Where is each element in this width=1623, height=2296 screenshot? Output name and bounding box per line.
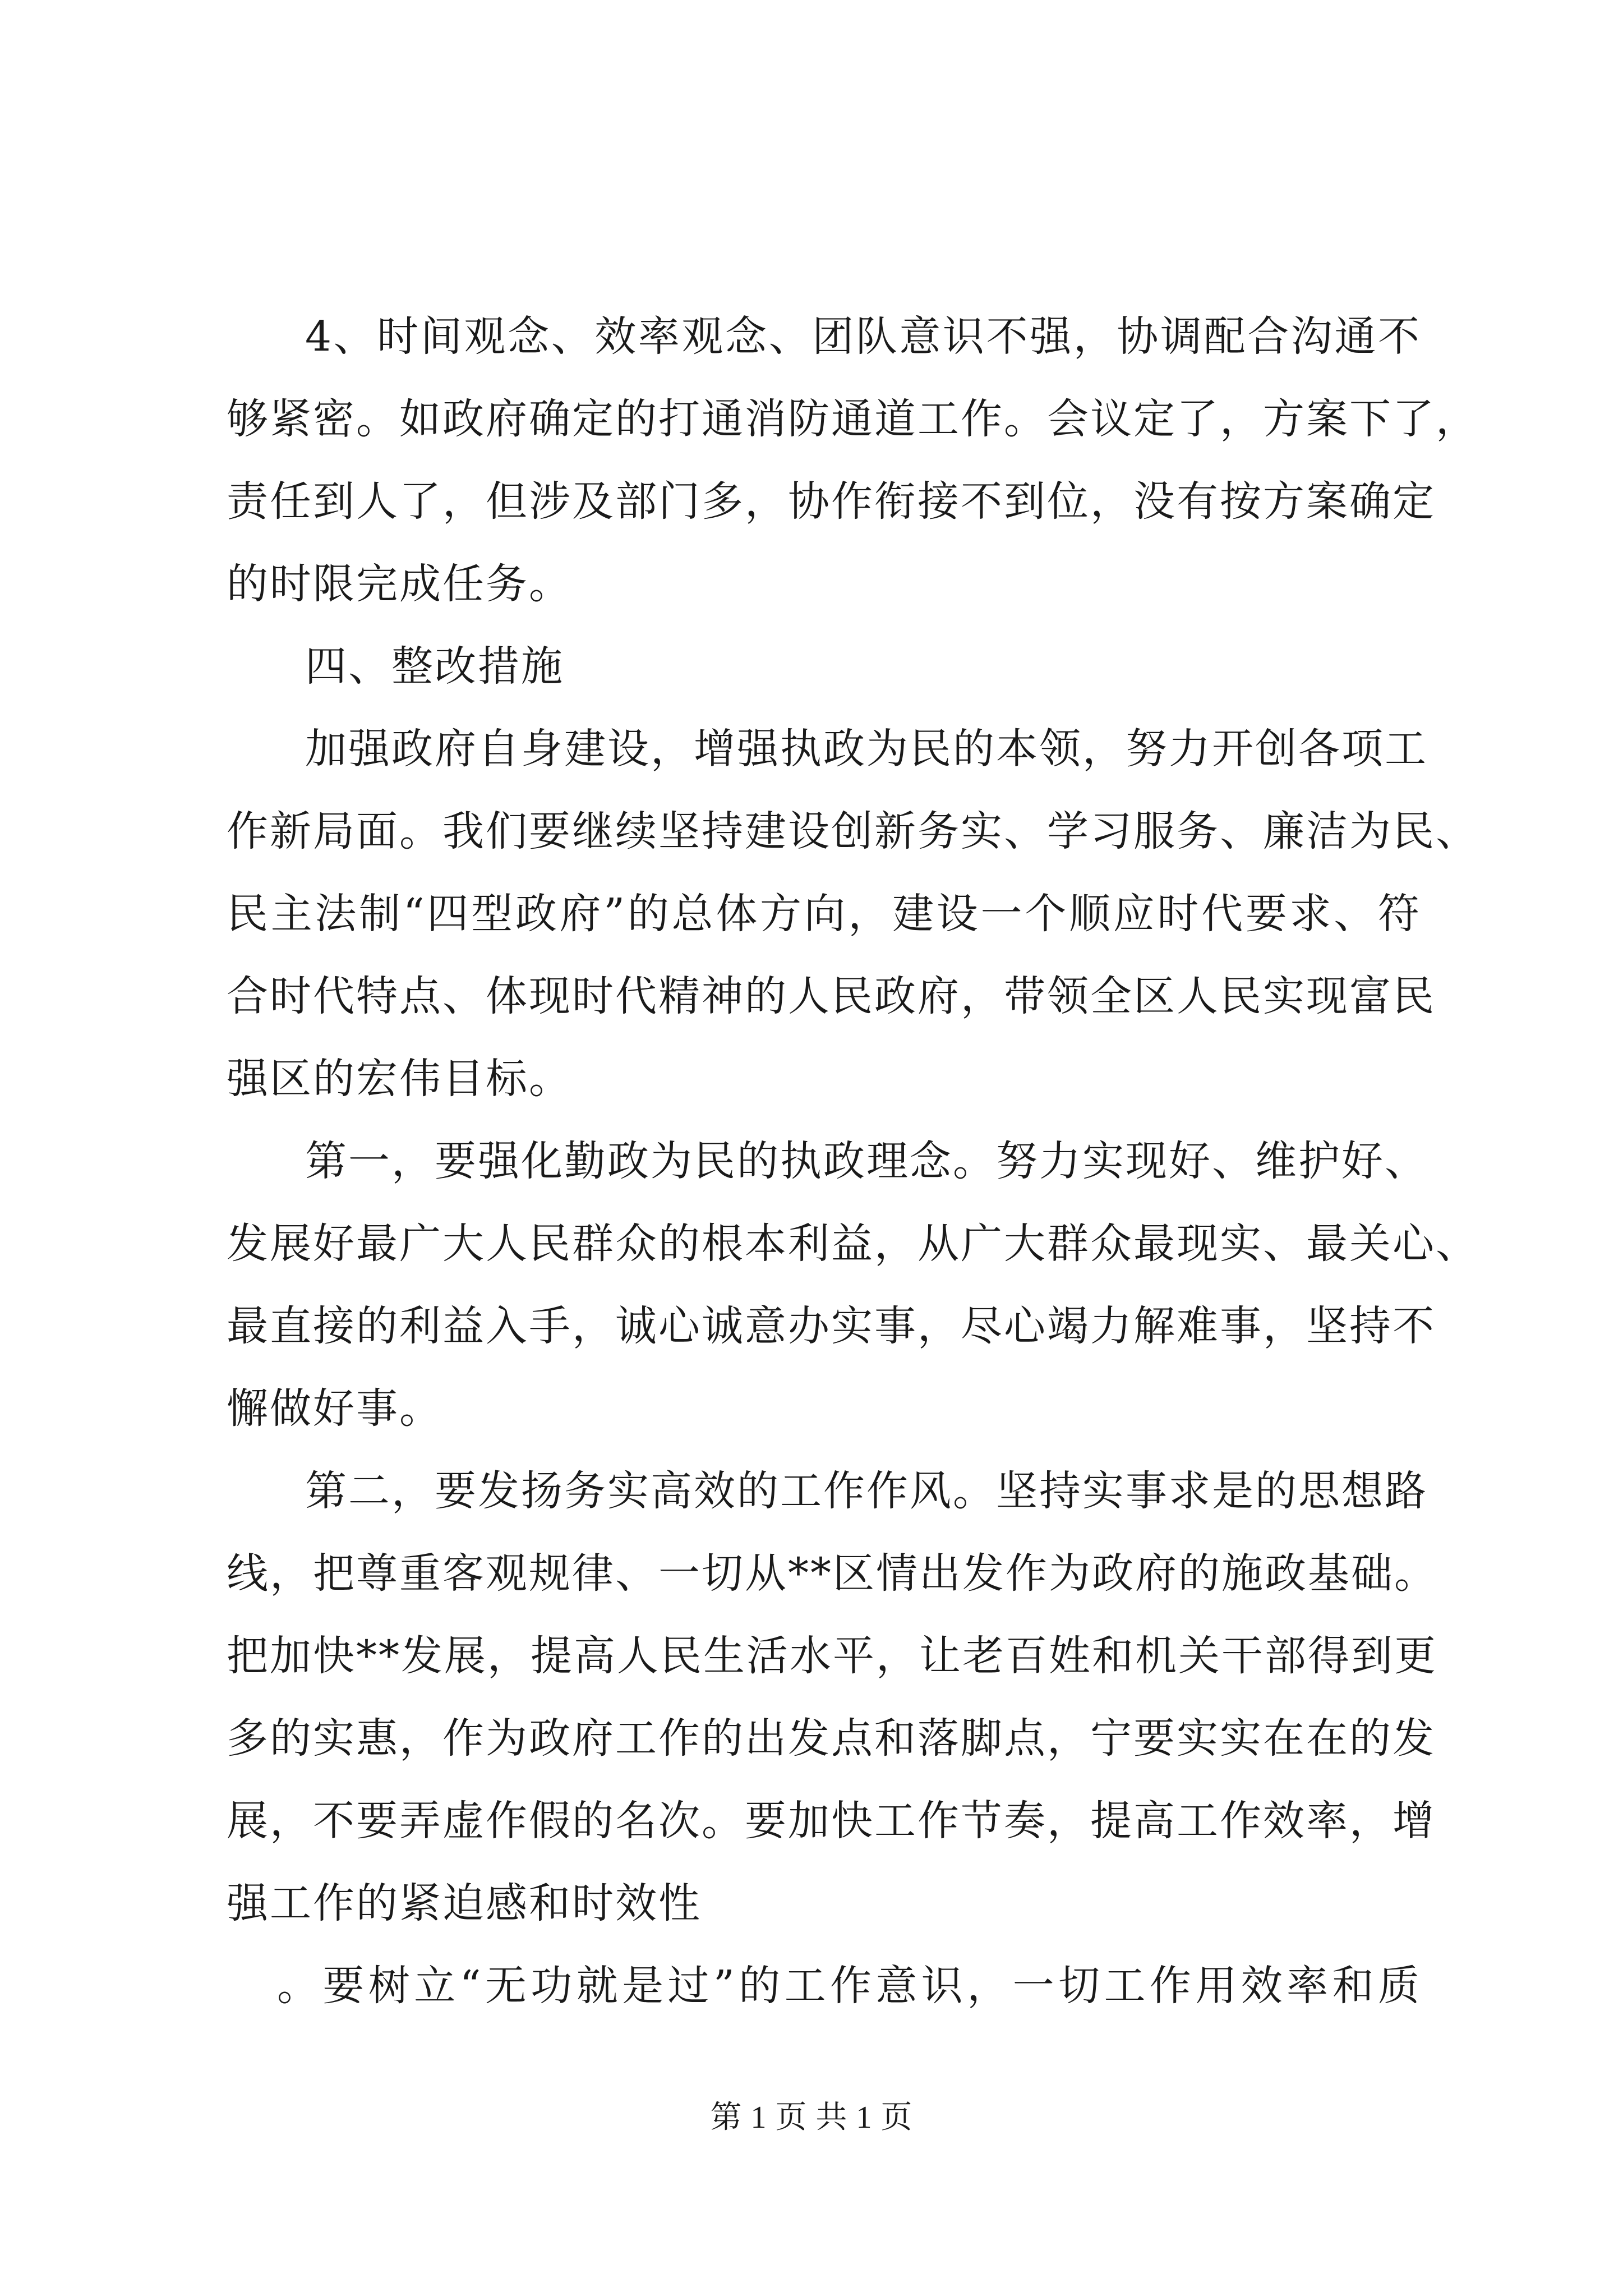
text-line: 作新局面。我们要继续坚持建设创新务实、学习服务、廉洁为民、	[227, 807, 1479, 855]
text-line: 最直接的利益入手，诚心诚意办实事，尽心竭力解难事，坚持不	[227, 1302, 1436, 1350]
text-line: 第一，要强化勤政为民的执政理念。努力实现好、维护好、	[305, 1137, 1428, 1185]
text-line: 第二，要发扬务实高效的工作作风。坚持实事求是的思想路	[305, 1467, 1428, 1515]
page-footer: 第 1 页 共 1 页	[710, 2100, 913, 2135]
text-line: 4、时间观念、效率观念、团队意识不强，协调配合沟通不	[305, 312, 1421, 361]
text-line: 线，把尊重客观规律、一切从**区情出发作为政府的施政基础。	[227, 1549, 1437, 1598]
text-line: 强区的宏伟目标。	[227, 1055, 572, 1103]
text-line: 责任到人了，但涉及部门多，协作衔接不到位，没有按方案确定	[227, 477, 1436, 526]
text-line: 合时代特点、体现时代精神的人民政府，带领全区人民实现富民	[227, 972, 1436, 1020]
text-line: 的时限完成任务。	[227, 560, 572, 608]
text-line: 懈做好事。	[227, 1384, 442, 1433]
text-line: 加强政府自身建设，增强执政为民的本领，努力开创各项工	[305, 725, 1428, 773]
text-line: 多的实惠，作为政府工作的出发点和落脚点，宁要实实在在的发	[227, 1714, 1436, 1763]
text-line: 强工作的紧迫感和时效性	[227, 1879, 702, 1927]
text-line: 发展好最广大人民群众的根本利益，从广大群众最现实、最关心、	[227, 1220, 1479, 1268]
text-line: 。要树立“无功就是过”的工作意识，一切工作用效率和质	[277, 1962, 1421, 2010]
text-line: 展，不要弄虚作假的名次。要加快工作节奏，提高工作效率，增	[227, 1797, 1436, 1845]
text-line: 把加快**发展，提高人民生活水平，让老百姓和机关干部得到更	[227, 1632, 1437, 1680]
text-line: 民主法制“四型政府”的总体方向，建设一个顺应时代要求、符	[227, 890, 1421, 938]
section-heading: 四、整改措施	[305, 642, 564, 691]
text-line: 够紧密。如政府确定的打通消防通道工作。会议定了，方案下了，	[227, 395, 1479, 443]
